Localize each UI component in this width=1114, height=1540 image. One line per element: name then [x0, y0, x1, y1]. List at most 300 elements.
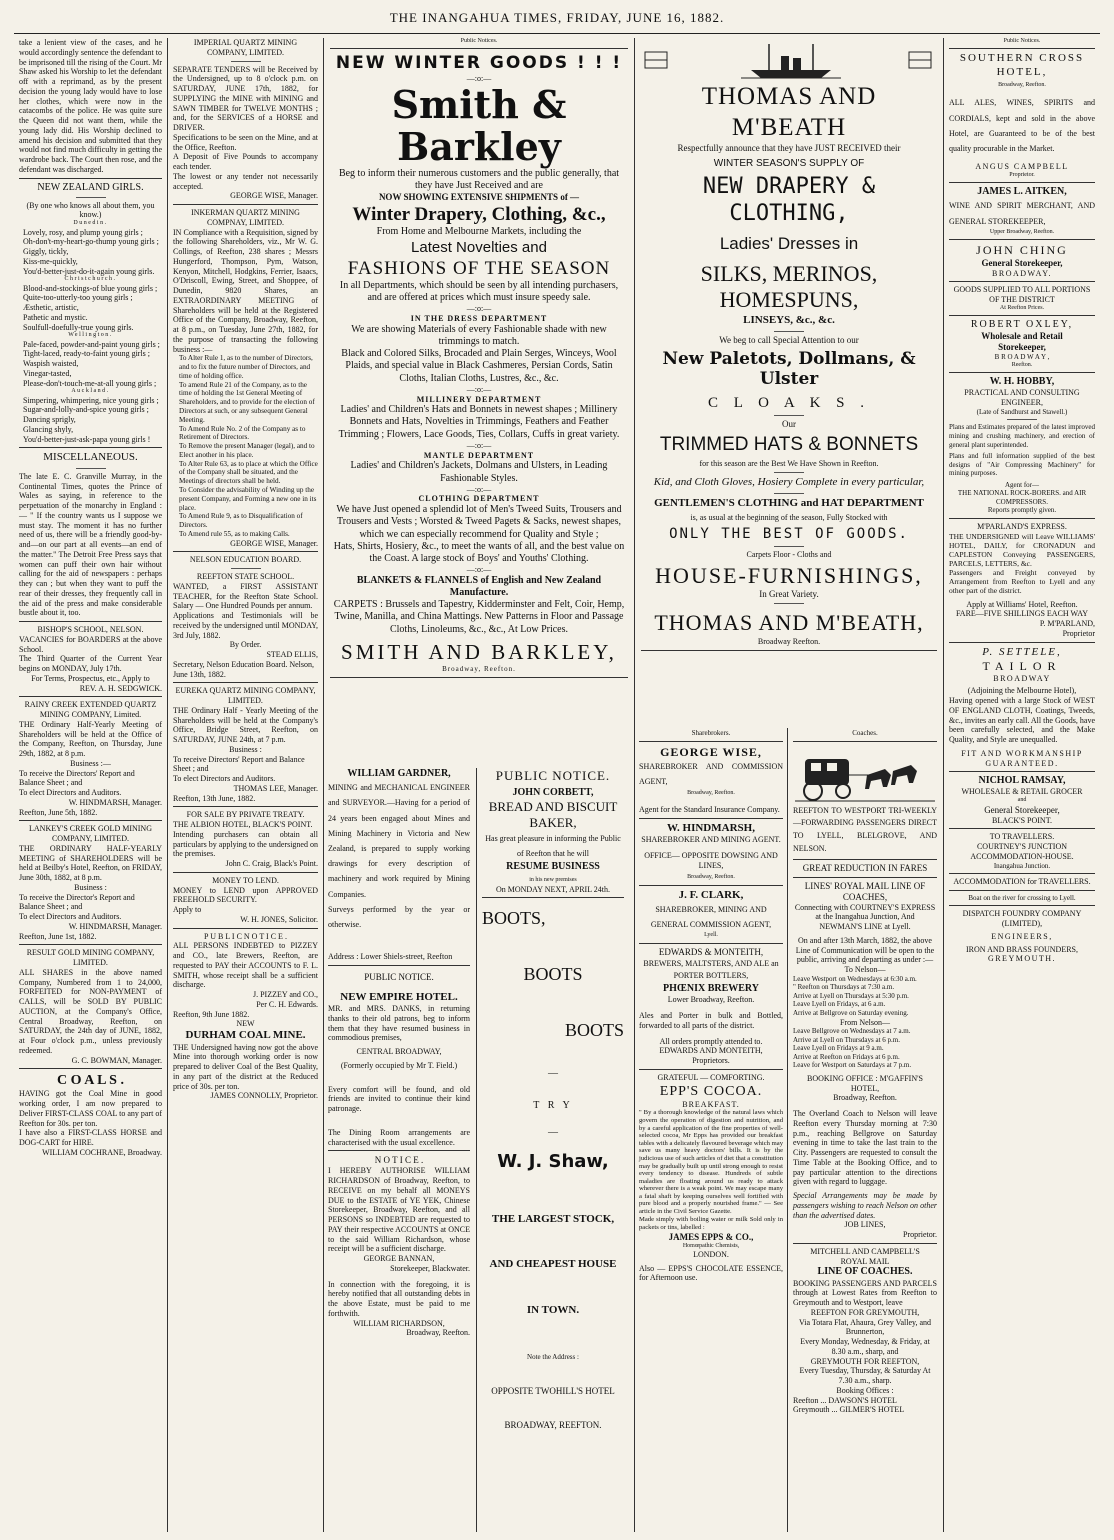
ad-text: BROADWAY — [993, 673, 1051, 683]
ad-heading: RESUME BUSINESS — [506, 861, 600, 873]
ad-text: Also — EPPS'S CHOCOLATE ESSENCE, for Afternoon use. — [639, 1263, 783, 1283]
ad-text: SHAREBROKER AND MINING AGENT. — [641, 835, 781, 844]
ad-heading: JOHN CORBETT, — [512, 786, 594, 798]
rule — [639, 885, 783, 886]
ad-heading: ROYAL MAIL — [840, 1256, 890, 1266]
rule — [793, 877, 937, 878]
ad-heading: GREAT REDUCTION IN FARES — [802, 862, 928, 873]
ad-heading: RESULT GOLD MINING COMPANY, LIMITED. — [26, 948, 155, 968]
rule — [774, 493, 804, 494]
ad-headline: NEW DRAPERY & CLOTHING, — [702, 174, 876, 226]
ad-heading: INKERMAN QUARTZ MINING COMPNAY, LIMITED. — [191, 208, 300, 227]
ad-signature: WILLIAM COCHRANE, Broadway. — [42, 1147, 162, 1157]
ad-text: MR. and MRS. DANKS, in returning thanks to their old patrons, beg to inform them that they have resumed business in commodious premises, — [328, 1004, 470, 1043]
ad-address: Broadway, Reefton. — [687, 789, 735, 796]
ad-address: Broadway, Reefton. — [442, 665, 516, 674]
ad-text: Having opened with a large Stock of WEST OF ENGLAND CLOTH, Coatings, Tweeds, &c., invites an early call. All the Goods, have been carefully selected, and the Make Quality, and Style are unequalled. — [949, 696, 1095, 745]
ad-text: ALL SHARES in the above named Company, Numbered from 1 to 24,000, FORFEITED for NON-PAYMENT of CALLS, will be SOLD BY PUBLIC AUCTION, at the Company's Office, Central Broadway, Reefton, on SATURDAY, the 24th day of JUNE, 1882, at Four o'clock p.m., unless previously redeemed. — [19, 967, 162, 1055]
rule — [774, 472, 804, 473]
ad-text: Connecting with COURTNEY'S EXPRESS at the Inangahua Junction, And NEWMAN'S LINE at Lyell. — [794, 902, 936, 932]
ad-signature: W. H. JONES, Solicitor. — [240, 914, 318, 924]
rule — [793, 1243, 937, 1244]
ad-text: ALL ALES, WINES, SPIRITS and CORDIALS, kept and sold in the above Hotel, are Guaranteed to be of the best quality procurable in the Market. — [949, 98, 1095, 153]
column-divider — [476, 768, 477, 1532]
ad-text: Business :— — [70, 758, 111, 768]
ad-heading: M'PARLAND'S EXPRESS. — [977, 521, 1067, 531]
rule — [639, 1069, 783, 1070]
ad-text: General Storekeeper, — [984, 804, 1060, 815]
ad-headline: FASHIONS OF THE SEASON — [347, 257, 611, 279]
dept-heading: MILLINERY DEPARTMENT — [416, 394, 542, 404]
ad-text: GREYMOUTH. — [987, 954, 1057, 964]
ad-text: NOW SHOWING EXTENSIVE SHIPMENTS of — — [378, 192, 580, 203]
ad-text: On and after 13th March, 1882, the above Line of Communication will be open to the public, arriving and departing as under :— — [795, 935, 935, 965]
coach-engraving-icon — [795, 745, 935, 803]
poem-byline: (By one who knows all about them, you know.) — [26, 200, 155, 220]
ad-firm-name: Smith & Barkley — [391, 81, 567, 169]
ad-signature: John C. Craig, Black's Point. — [225, 859, 318, 869]
column-3 — [324, 38, 634, 1532]
rule — [949, 315, 1095, 316]
separator: —:o:— — [466, 304, 492, 314]
ad-text: BROADWAY. — [992, 268, 1052, 278]
ad-text: The Third Quarter of the Current Year begins on MONDAY, July 17th. — [19, 654, 162, 674]
dept-heading: CLOTHING DEPARTMENT — [418, 494, 540, 504]
ad-headline: Ladies' Dresses in — [719, 233, 859, 253]
ad-text: Beg to inform their numerous customers and the public generally, that they have Just Received and are — [338, 167, 620, 191]
ad-text: PRACTICAL AND CONSULTING ENGINEER, — [964, 388, 1080, 408]
ad-text: Special Arrangements may be made by passengers wishing to reach Nelson on other than the advertised dates. — [793, 1191, 937, 1220]
ad-headline: NEW WINTER GOODS ! ! ! — [335, 53, 623, 74]
section-label: Public Notices. — [1003, 38, 1041, 44]
ad-heading: W. H. HOBBY, — [989, 376, 1055, 388]
rule — [639, 741, 783, 742]
ad-signature: LONDON. — [693, 1249, 729, 1259]
ad-text: Has great pleasure in informing the Public of Reefton that he will — [485, 833, 621, 858]
ad-text: REEFTON TO WESTPORT TRI-WEEKLY—FORWARDING PASSENGERS DIRECT TO LYELL, BLELGROVE, AND NELSON. — [793, 805, 937, 853]
misc-text: The late E. C. Granville Murray, in the Continental Times, quotes the Prince of Wales as saying, in reference to the perpetuation of the monarchy in England :— " If the country wants us I suppose we must stay. The moment it has no further need of us, there will be a friendly good-by-and—on our part at all events—an end of the matter." The Detroit Free Press says that women can puff their own hair without calling for the aid of newspapers : perhaps they can ; but when they want to puff the rear of their dresses, they frequently call in the aid of the press and make considerable bustle about it, too. — [19, 471, 162, 618]
ad-text: THE Undersigned having now got the above Mine into thorough working order is now prepared to deliver Coal of the Best Quality, in any part of the district at the Reduced price of 30s. per ton. — [173, 1042, 318, 1091]
ad-text: The lowest or any tender not necessarily accepted. — [173, 171, 318, 191]
rule — [774, 546, 804, 547]
ad-signature: G. C. BOWMAN, Manager. — [71, 1055, 162, 1065]
ad-heading: MONEY TO LEND. — [212, 875, 279, 885]
ad-text: We beg to call Special Attention to our — [719, 334, 859, 345]
ad-heading: LINES' ROYAL MAIL LINE OF COACHES, — [804, 880, 926, 902]
ad-text: — — [548, 1126, 558, 1138]
ad-signature: JOB LINES, — [844, 1220, 886, 1230]
separator: —:o:— — [466, 440, 492, 450]
ad-signature: JAMES CONNOLLY, Proprietor. — [210, 1091, 318, 1101]
ad-text: In connection with the foregoing, it is hereby notified that all outstanding debts in the above Estate, must be paid to me forthwith. — [328, 1279, 470, 1318]
ad-address: Upper Broadway, Reefton. — [989, 228, 1055, 235]
ad-text: IRON AND BRASS FOUNDERS, — [965, 944, 1079, 954]
ad-heading: IMPERIAL QUARTZ MINING COMPANY, LIMITED. — [193, 38, 298, 57]
ad-text: The Dining Room arrangements are characterised with the usual excellence. — [328, 1127, 470, 1147]
ad-heading: N O T I C E . — [374, 1155, 424, 1166]
ad-text: For Terms, Prospectus, etc., Apply to — [31, 673, 150, 683]
ad-text: MINING and MECHANICAL ENGINEER and SURVEYOR.—Having for a period of 24 years been engaged about Mines and Mining Machinery in Victoria and New Zealand, is prepared to supply working drawings for every description of machinery and work required by Mining Companies. — [328, 783, 470, 899]
ad-heading: DURHAM COAL MINE. — [185, 1029, 306, 1042]
ad-signature: GEORGE WISE, Manager. — [230, 191, 318, 201]
ad-text: BREWERS, MALTSTERS, AND ALE an PORTER BOTTLERS, — [643, 958, 779, 981]
ad-address: Broadway, Reefton. — [998, 82, 1046, 89]
ad-text: " By a thorough knowledge of the natural laws which govern the operation of digestion and nutrition, and by a careful application of the fine properties of well-selected cocoa, Mr Epps has provided our breakfast tables with a delicately flavoured beverage which may save us many heavy doctors' bills. It is by the judicious use of such articles of diet that a constitution may be gradually built up until strong enough to resist every tendency to disease. Hundreds of subtle maladies are floating around us ready to attack wherever there is a weak point. We may escape many a fatal shaft by keeping ourselves well fortified with pure blood and a properly nourished frame." — See article in the Civil Service Gazette. — [639, 1109, 783, 1215]
ad-text: THE NATIONAL ROCK-BORERS. and AIR COMPRESSORS. — [957, 489, 1087, 506]
ad-text: FIT AND WORKMANSHIP GUARANTEED. — [961, 748, 1083, 768]
ad-signature: Proprietor. — [1009, 171, 1035, 178]
ad-heading: J. F. CLARK, — [678, 888, 744, 901]
ad-text: Ladies' and Children's Hats and Bonnets in newest shapes ; Millinery Bonnets and Hats, Novelties in Trimmings, Feathers and Feather Trimming ; Flowers, Lace Goods, Ties, Collars, Cuffs in great variety. — [338, 404, 620, 440]
ad-text: THE LARGEST STOCK, — [491, 1212, 615, 1225]
ad-text: Storekeeper, — [998, 342, 1046, 353]
ad-heading: RAINY CREEK EXTENDED QUARTZ MINING COMPANY, Limited. — [24, 700, 157, 720]
ad-headline: EPP'S COCOA. — [659, 1083, 763, 1099]
ad-headline: BOOTS, — [482, 908, 546, 929]
ad-text: Every Monday, Wednesday, & Friday, at 8.30 a.m., sharp, and — [800, 1337, 930, 1356]
rule — [949, 372, 1095, 373]
poem-stanza: Blood-and-stockings-of blue young girls ; Quite-too-utterly-too young girls ; Æsthetic, artistic, Pathetic and mystic. Soulfull-doefully-true young girls. — [23, 283, 158, 332]
ad-address: Lower Broadway, Reefton. — [667, 995, 755, 1005]
court-report: take a lenient view of the cases, and he would accordingly sentence the defendant to be imprisoned till the rising of the Court. Mr Shaw asked his Worship to let the defendant off with a reprimand, as by the present decision the young lady would have to lose her clothes, which were now in the catacombs of the police. He was quite sure the Queen did not want them, while the young lady did. His Worship declined to amend his decision and submitted that they would not find much difficulty in getting the wardrobe back. The Court then rose, and the defendant was discharged. — [19, 38, 162, 174]
ad-heading: SOUTHERN CROSS HOTEL, — [959, 52, 1085, 78]
ad-text: Ladies' and Children's Jackets, Dolmans and Ulsters, in Leading Fashionable Styles. — [350, 460, 608, 484]
ad-date: Reefton, 9th June 1882. — [173, 1009, 250, 1019]
rule — [330, 677, 628, 678]
ad-text: To receive Directors' Report and Balance Sheet ; and To elect Directors and Auditors. — [173, 754, 305, 784]
ad-text: B R O A D W A Y , — [994, 353, 1050, 362]
ad-text: (Formerly occupied by Mr T. Field.) — [340, 1060, 458, 1070]
ad-heading: BISHOP'S SCHOOL, NELSON. — [37, 625, 144, 635]
ad-headline: TRIMMED HATS & BONNETS — [659, 434, 919, 456]
ad-text: Every comfort will be found, and old friends are invited to continue their kind patronage. — [328, 1084, 470, 1114]
ad-text: Secretary, Nelson Education Board. Nelson, June 13th, 1882. — [173, 659, 314, 679]
ad-signature: Proprietor — [1062, 628, 1095, 638]
ad-address: BROADWAY, REEFTON. — [504, 1420, 602, 1431]
rule — [19, 820, 162, 821]
ad-text: Agent for— — [1004, 480, 1040, 489]
ad-text: From Home and Melbourne Markets, including the — [376, 226, 582, 238]
ad-text: Via Totara Flat, Ahaura, Grey Valley, and Brunnerton, — [798, 1317, 932, 1337]
rule — [173, 872, 318, 873]
ad-text: Applications and Testimonials will be received by the undersigned until MONDAY, 3rd July, 1882. — [173, 611, 318, 640]
ad-heading: WILLIAM GARDNER, — [347, 768, 451, 779]
poem-title: NEW ZEALAND GIRLS. — [37, 181, 144, 193]
ad-text: — — [548, 1068, 558, 1080]
ad-heading: PUBLIC NOTICE. — [495, 768, 611, 783]
rule — [328, 1150, 470, 1151]
poem-stanza: Pale-faced, powder-and-paint young girls ; Tight-laced, ready-to-faint young girls ; Waspish waisted, Vinegar-tasted, Please-don't-touch-me-at-all young girls ; — [23, 339, 160, 388]
ad-text: A Deposit of Five Pounds to accompany each tender. — [173, 152, 318, 171]
ad-text: Reports promptly given. — [987, 506, 1057, 515]
ad-headline: New Paletots, Dollmans, & Ulster — [662, 348, 916, 390]
ad-heading: MITCHELL AND CAMPBELL'S — [810, 1246, 920, 1256]
ad-text: Specifications to be seen on the Mine, and at the Office, Reefton. — [173, 132, 318, 152]
ad-address: Reefton. — [1011, 361, 1033, 368]
ad-text: VACANCIES for BOARDERS at the above School. — [19, 634, 162, 654]
sharebrokers-column — [635, 728, 787, 1532]
rule — [949, 873, 1095, 874]
ad-list: To Alter Rule 1, as to the number of Directors, and to fix the future number of Directors, and time of holding office. To amend Rule 21 of the Company, as to the time of holding the 1st General Meeting of Shareholders, and to provide for the election of Directors at such, or any subsequent General Meeting. To Amend Rule No. 2 of the Company as to Retirement of Directors. To Remove the present Manager (legal), and to Elect another in his place. To Alter Rule 63, as to place at which the Office of the Company shall be situated, and the Meetings of directors shall be held. To Consider the advisability of Winding up the present Company, and Forming a new one in its place. To Amend Rule 9, as to Disqualification of Directors. To Amend rule 55, as to making Calls. — [179, 354, 318, 538]
ad-text: THE Ordinary Half-Yearly Meeting of Shareholders will be held at the Office of the Company, Reefton, on Thursday, June 29th, 1882, at 8 p.m. — [19, 719, 162, 759]
ad-signature: ANGUS CAMPBELL — [975, 162, 1069, 172]
ad-text: Reefton ... DAWSON'S HOTEL — [793, 1395, 897, 1405]
ad-heading: TO TRAVELLERS. — [989, 832, 1055, 842]
section-heading: MISCELLANEOUS. — [43, 451, 138, 464]
ad-address: Broadway, Reefton. — [833, 1093, 897, 1103]
ad-text: HAVING got the Coal Mine in good working order, I am now prepared to Deliver FIRST-CLASS COAL to any part of Reefton for 30s. per ton. — [19, 1089, 162, 1128]
ad-signature: THOMAS LEE, Manager. — [233, 783, 318, 793]
ad-text: (Adjoining the Melbourne Hotel), — [967, 686, 1077, 696]
ad-text: Greymouth ... GILMER'S HOTEL — [793, 1405, 905, 1415]
ad-headline: Winter Drapery, Clothing, &c., — [352, 204, 606, 226]
ad-text: THE ORDINARY HALF-YEARLY MEETING of SHAREHOLDERS will be held at Beilby's Hotel, Reefton, on FRIDAY, June 30th, 1882, at 8 p.m. — [19, 843, 162, 883]
ad-text: I HEREBY AUTHORISE WILLIAM RICHARDSON of Broadway, Reefton, to RECEIVE on my behalf all MONEYS DUE to the ESTATE of YE YEK, Chinese Storekeeper, Broadway, Reefton, and all PERSONS so INDEBTED are requested to PAY their respective ACCOUNTS at ONCE to the said William Richardson, whose receipt will be a sufficient discharge. — [328, 1166, 470, 1254]
ad-heading: ROBERT OXLEY, — [970, 319, 1074, 331]
ad-date: Reefton, June 5th, 1882. — [19, 807, 98, 817]
rule — [793, 741, 937, 742]
ad-text: Note the Address : — [527, 1352, 579, 1361]
ad-text: From Nelson— — [840, 1017, 890, 1027]
ad-text: Respectfully announce that they have JUST RECEIVED their — [677, 143, 901, 153]
ad-address: Broadway Reefton. — [757, 637, 821, 647]
ad-headline: BOOTS — [523, 964, 583, 985]
ad-text: for this season are the Best We Have Shown in Reefton. — [699, 459, 879, 469]
ad-heading: TAILOR — [982, 658, 1062, 673]
ad-text: SHAREBROKER, MINING AND GENERAL COMMISSION AGENT, — [650, 904, 772, 930]
ad-text: Intending purchasers can obtain all particulars by applying to the undersigned on the premises. — [173, 829, 318, 859]
rule — [639, 943, 783, 944]
ad-text: IN Compliance with a Requisition, signed by the following Shareholders, viz., Mr W. G. Collings, of Reefton, 238 shares ; Messrs Hungerford, Thompson, Pym, Watson, Kenyon, Mitchell, Hodgkins, Ferrier, Isaacs, O'Driscoll, Ewing, Street, and Shoppee, of Dunedin, 9820 Shares, an EXTRAORDINARY MEETING of Shareholders will be held at the Registered Office of the Company, Broadway, Reefton, at 8 p.m., on Tuesday, June 27th, 1882, for the purpose of transacting the following business :— — [173, 227, 318, 354]
ad-text: WINE AND SPIRIT MERCHANT, AND GENERAL STOREKEEPER, — [949, 201, 1095, 226]
ad-date: Reefton, June 1st, 1882. — [19, 931, 97, 941]
wj-shaw-column — [478, 768, 628, 1532]
rule — [793, 859, 937, 860]
ad-text: CARPETS : Brussels and Tapestry, Kidderminster and Felt, Coir, Hemp, Twine, Manilla, and China Mattings. New Patterns in Floor and Passage Cloths, Linoleums, &c., &c., At Low Prices. — [333, 599, 625, 635]
ad-signature: P. M'PARLAND, — [1039, 619, 1095, 629]
rule — [231, 61, 261, 62]
rule — [173, 682, 318, 683]
ad-text: Carpets Floor - Cloths and — [746, 549, 832, 559]
ad-signature: JAMES EPPS & CO., — [668, 1231, 754, 1242]
ad-text: Ales and Porter in bulk and Bottled, forwarded to all parts of the district. — [639, 1011, 783, 1030]
ad-heading: GRATEFUL — COMFORTING. — [657, 1072, 765, 1082]
ad-text: WANTED, a FIRST ASSISTANT TEACHER, for the Reefton State School. Salary — One Hundred Pounds per annum. — [173, 581, 318, 611]
rule — [19, 1068, 162, 1069]
section-label: Sharebrokers. — [691, 729, 731, 737]
rule — [1007, 419, 1037, 420]
ad-text: To Nelson— — [844, 965, 886, 975]
section-label: Coaches. — [852, 729, 878, 737]
ad-text: Apply to — [173, 905, 202, 915]
ad-signature: Homœpathic Chemists, — [682, 1242, 740, 1249]
ad-heading: JAMES L. AITKEN, — [977, 186, 1067, 198]
rule — [173, 551, 318, 552]
ad-text: ALL PERSONS INDEBTED to PIZZEY and CO., late Brewers, Reefton, are requested to PAY their ACCOUNTS to F. L. SMITH, whose receipt shall be a sufficient discharge. — [173, 941, 318, 990]
separator: —:o:— — [466, 384, 492, 394]
column-2 — [168, 38, 323, 1532]
separator: —:o:— — [466, 565, 492, 575]
ad-headline: C L O A K S . — [707, 395, 871, 412]
poem-section: Wellington. — [68, 332, 113, 339]
ad-heading: W. HINDMARSH, — [667, 821, 755, 834]
ad-text: GREYMOUTH FOR REEFTON, — [810, 1356, 920, 1366]
ad-firm-name: SMITH AND BARKLEY, — [341, 639, 617, 664]
ad-heading: NEW EMPIRE HOTEL. — [340, 990, 458, 1003]
ad-date: Reefton, 13th June, 1882. — [173, 793, 256, 803]
rule — [231, 568, 261, 569]
ad-text: To receive the Director's Report and Balance Sheet ; and To elect Directors and Auditors. — [19, 892, 135, 922]
ad-signature: EDWARDS AND MONTEITH, — [659, 1046, 763, 1056]
ad-text: Inangahua Junction. — [993, 861, 1051, 870]
ad-signature: STEAD ELLIS, — [266, 650, 318, 660]
ad-text: REEFTON FOR GREYMOUTH, — [810, 1307, 920, 1317]
rule — [949, 239, 1095, 240]
rule — [76, 468, 106, 469]
ad-text: SHAREBROKER AND COMMISSION AGENT, — [639, 762, 783, 787]
ad-signature: W. HINDMARSH, Manager. — [68, 797, 162, 807]
ad-heading: NICHOL RAMSAY, — [978, 775, 1066, 787]
ad-heading: JOHN CHING — [976, 243, 1068, 258]
poem-section: Dunedin. — [73, 220, 108, 227]
rule — [482, 897, 624, 898]
ad-heading: FOR SALE BY PRIVATE TREATY. — [186, 810, 305, 820]
rule — [949, 518, 1095, 519]
rule — [949, 905, 1095, 906]
ad-heading: EUREKA QUARTZ MINING COMPANY, LIMITED. — [175, 686, 316, 706]
ad-heading: P U B L I C N O T I C E . — [204, 931, 287, 941]
ad-text: Passengers and Freight conveyed by Arrangement from Reefton to Lyell and any other part of the district. — [949, 568, 1095, 596]
ad-headline: Latest Novelties and — [411, 238, 547, 256]
ship-engraving-icon — [641, 40, 937, 80]
ad-text: T R Y — [533, 1100, 573, 1112]
ad-text: BOOKING OFFICE : M'GAFFIN'S HOTEL, — [806, 1073, 923, 1093]
rule — [76, 197, 106, 198]
ad-signature: REV. A. H. SEDGWICK. — [79, 683, 162, 693]
ad-heading: LINE OF COACHES. — [817, 1266, 913, 1278]
ad-text: COURTNEY'S JUNCTION ACCOMMODATION-HOUSE. — [970, 842, 1074, 861]
rule — [949, 182, 1095, 183]
rule — [641, 650, 937, 651]
ad-signature: Per C. H. Edwards. — [256, 999, 318, 1009]
timetable: Leave Westport on Wednesdays at 6:30 a.m. " Reefton on Thursdays at 7:30 a.m. Arrive at Lyell on Thursdays at 5:30 p.m. Leave Lyell on Fridays, at 6 a.m. Arrive at Bellgrove on Saturday evening. — [793, 974, 917, 1017]
column-divider — [787, 728, 788, 1532]
ad-signature: WILLIAM RICHARDSON, — [353, 1318, 445, 1328]
ad-text: Black and Colored Silks, Brocaded and Plain Serges, Winceys, Wool Plaids, and special value in Black Cashmeres, Persian Cords, Satin Cloths, Italian Cloths, Lustres, &c., &c. — [341, 348, 617, 384]
ad-text: In Great Variety. — [759, 589, 819, 600]
ad-signature: GEORGE BANNAN, — [363, 1254, 435, 1264]
ad-text: Agent for the Standard Insurance Company. — [639, 804, 780, 814]
ad-address: Address : Lower Shiels-street, Reefton — [328, 952, 453, 962]
column-1 — [14, 38, 167, 1532]
ad-text: THE Ordinary Half - Yearly Meeting of the Shareholders will be held at the Company's Office, Bridge Street, Reefton, on SATURDAY, JUNE 24th, at 7 p.m. — [173, 705, 318, 745]
column-4 — [635, 38, 943, 1532]
section-label: Public Notices. — [460, 38, 498, 44]
ad-text: Plans and full information supplied of the best designs of "Air Compressing Machinery" for mining purposes. — [949, 452, 1095, 478]
ad-text: In all Departments, which should be seen by all intending purchasers, and are offered at prices which must insure speedy sale. — [339, 279, 619, 304]
rule — [19, 178, 162, 179]
poem-stanza: Simpering, whimpering, nice young girls ; Sugar-and-lolly-and-spice young girls ; Dancing sprigly, Glancing shyly, You'd-better-just-ask-papa young girls ! — [23, 395, 159, 444]
ad-text: THE ALBION HOTEL, BLACK'S POINT. — [173, 820, 313, 830]
ad-heading: NELSON EDUCATION BOARD. — [189, 555, 302, 565]
rule — [774, 331, 804, 332]
ad-text: ENGINEERS, — [991, 931, 1053, 941]
ad-headline: SILKS, MERINOS, HOMESPUNS, — [700, 260, 878, 313]
ad-text: BLACK'S POINT. — [992, 815, 1052, 825]
dept-heading: MANTLE DEPARTMENT — [423, 450, 535, 460]
ad-text: AND CHEAPEST HOUSE — [489, 1258, 617, 1271]
rule — [774, 415, 804, 416]
separator: —:o:— — [466, 74, 492, 84]
ad-text: Our — [782, 419, 796, 430]
ad-heading: PHŒNIX BREWERY — [662, 983, 760, 995]
ad-text: Every Tuesday, Thursday, & Saturday At 7.30 a.m., sharp. — [799, 1366, 931, 1386]
ad-heading: DISPATCH FOUNDRY COMPANY (LIMITED), — [962, 909, 1082, 929]
ad-text: GOODS SUPPLIED TO ALL PORTIONS OF THE DISTRICT — [953, 285, 1091, 305]
column-5 — [944, 38, 1100, 1532]
ad-text: Booking Offices : — [836, 1385, 894, 1395]
coaches-column — [789, 728, 941, 1532]
ad-heading: BREAD AND BISCUIT BAKER, — [488, 799, 618, 830]
ad-signature: Storekeeper, Blackwater. — [390, 1263, 470, 1273]
ad-text: is, as usual at the beginning of the season, Fully Stocked with — [690, 513, 888, 523]
ad-text: BREAKFAST. — [682, 1099, 740, 1109]
rule — [19, 696, 162, 697]
ad-text: All orders promptly attended to. — [659, 1036, 763, 1046]
ad-text: Surveys performed by the year or otherwise. — [328, 904, 470, 929]
ad-text: Apply at Williams' Hotel, Reefton. — [966, 599, 1078, 609]
ad-text: in his new premises — [529, 877, 577, 884]
dept-heading: IN THE DRESS DEPARTMENT — [410, 314, 548, 324]
ad-heading: EDWARDS & MONTEITH, — [658, 946, 764, 957]
ad-text: MONEY to LEND upon APPROVED FREEHOLD SECURITY. — [173, 885, 318, 905]
rule — [173, 806, 318, 807]
ad-address: Lyell. — [704, 932, 718, 939]
ad-signature: Proprietor. — [903, 1230, 937, 1240]
rule — [949, 828, 1095, 829]
rule — [949, 771, 1095, 772]
ad-heading: GEORGE WISE, — [660, 744, 762, 759]
ad-text: Business : — [74, 882, 107, 892]
ad-text: Business : — [229, 744, 262, 754]
ad-text: LINSEYS, &c., &c. — [743, 314, 835, 327]
ad-signature: Proprietors. — [692, 1056, 730, 1066]
ad-text: Kid, and Cloth Gloves, Hosiery Complete in every particular, — [653, 476, 925, 489]
ad-text: SEPARATE TENDERS will be Received by the Undersigned, up to 8 o'clock p.m. on SATURDAY, JUNE 17th, 1882, for SUPPLYING the MINE with MINING and SAWN TIMBER for TWELVE MONTHS ; and, for the SERVICES of a HORSE and DRIVER. — [173, 64, 318, 132]
ad-text: By Order. — [229, 640, 262, 650]
ad-headline: HOUSE-FURNISHINGS, — [655, 562, 923, 588]
rule — [774, 603, 804, 604]
ad-firm-name: THOMAS AND M'BEATH — [701, 83, 877, 141]
ad-text: The Overland Coach to Nelson will leave Reefton every Thursday morning at 7:30 p.m., reaching Bellgrove on Saturday evening in time to take the last train to the City. Passengers are requested to consult the Time Table at the Booking Office, and to pay particular attention to the directions given with regard to luggage. — [793, 1109, 937, 1187]
dept-heading: BLANKETS & FLANNELS of English and New Zealand Manufacture. — [356, 574, 602, 599]
ad-text: Wholesale and Retail — [981, 331, 1063, 342]
ad-text: WHOLESALE & RETAIL GROCER — [961, 787, 1083, 797]
rule — [949, 642, 1095, 643]
ad-address: Broadway, Reefton. — [687, 874, 735, 881]
ad-text: Made simply with boiling water or milk Sold only in packets or tins, labelled : — [639, 1215, 783, 1231]
rule — [639, 818, 783, 819]
ad-text: Boat on the river for crossing to Lyell. — [968, 893, 1076, 902]
ad-headline: BOOTS — [564, 1020, 624, 1041]
rule — [19, 621, 162, 622]
poem-section: Christchurch. — [64, 276, 117, 283]
ad-heading: LANKEY'S CREEK GOLD MINING COMPANY, LIMITED. — [29, 824, 152, 844]
rule — [949, 281, 1095, 282]
rule — [330, 48, 628, 49]
ad-heading: PUBLIC NOTICE. — [364, 971, 434, 982]
ad-headline: ONLY THE BEST OF GOODS. — [669, 525, 909, 542]
